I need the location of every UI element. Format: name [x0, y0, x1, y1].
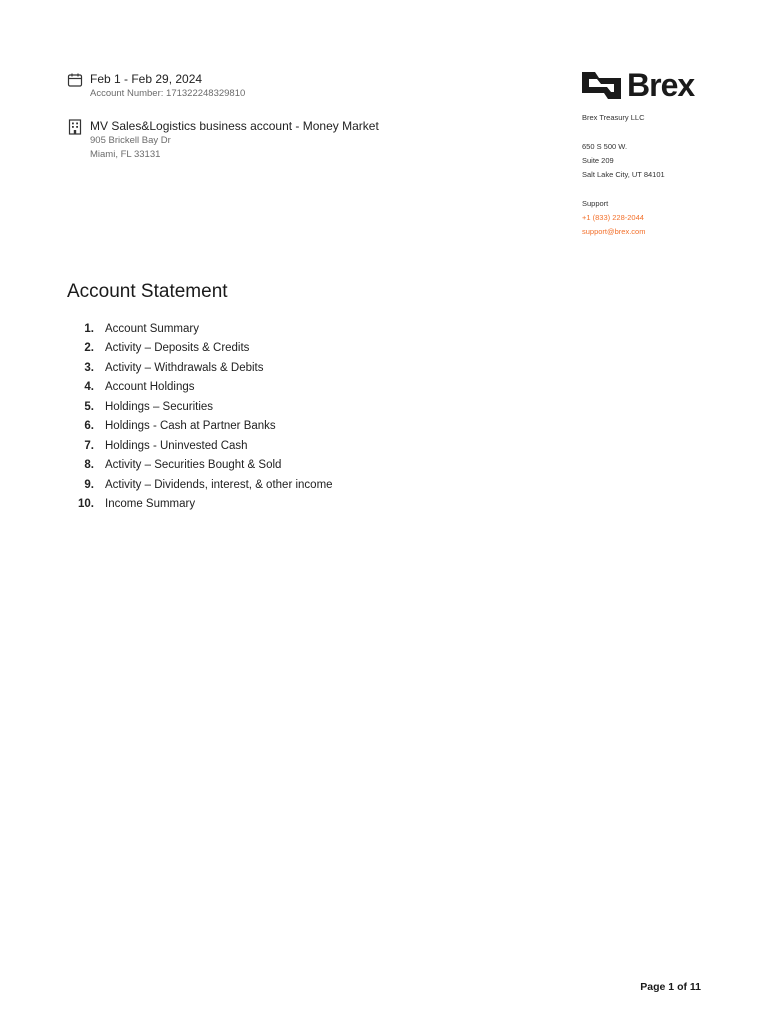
- company-contact: [582, 111, 732, 239]
- toc-item-number: 5.: [84, 400, 94, 413]
- statement-dates: Feb 1 - Feb 29, 2024: [90, 72, 203, 86]
- toc-item[interactable]: [67, 417, 333, 437]
- toc-item-number: 3.: [84, 361, 94, 374]
- company-address-line2: Suite 209: [582, 156, 614, 165]
- toc-item-number: 4.: [84, 381, 94, 394]
- brex-logo-icon: [582, 69, 622, 101]
- support-phone-link[interactable]: +1 (833) 228-2044: [582, 213, 644, 222]
- account-address-line2: Miami, FL 33131: [90, 149, 161, 160]
- toc-item[interactable]: [67, 475, 333, 495]
- toc-item-label: Activity – Deposits & Credits: [105, 342, 250, 355]
- toc-item-label: Holdings - Cash at Partner Banks: [105, 420, 276, 433]
- support-label: Support: [582, 199, 609, 208]
- toc-item[interactable]: [67, 358, 333, 378]
- company-entity: Brex Treasury LLC: [582, 113, 645, 122]
- toc-item-label: Account Summary: [105, 322, 199, 335]
- toc-item[interactable]: [67, 397, 333, 417]
- toc-item-number: 8.: [84, 459, 94, 472]
- statement-title: Account Statement: [67, 281, 228, 302]
- toc-item-number: 6.: [84, 420, 94, 433]
- toc-item[interactable]: [67, 339, 333, 359]
- toc-item[interactable]: [67, 456, 333, 476]
- toc-item-number: 2.: [84, 342, 94, 355]
- table-of-contents: [67, 319, 333, 514]
- toc-item-number: 7.: [84, 439, 94, 452]
- toc-item-number: 9.: [84, 478, 94, 491]
- toc-item-label: Activity – Securities Bought & Sold: [105, 459, 282, 472]
- brex-logo: [582, 69, 694, 101]
- toc-item[interactable]: [67, 319, 333, 339]
- toc-item-label: Holdings - Uninvested Cash: [105, 439, 248, 452]
- building-icon: [67, 118, 83, 136]
- toc-item-number: 1.: [84, 322, 94, 335]
- toc-item[interactable]: [67, 378, 333, 398]
- brex-wordmark: Brex: [627, 67, 695, 103]
- company-address-line1: 650 S 500 W.: [582, 142, 628, 151]
- page-indicator: Page 1 of 11: [640, 981, 701, 993]
- toc-item-label: Income Summary: [105, 498, 196, 511]
- toc-item-label: Activity – Withdrawals & Debits: [105, 361, 264, 374]
- account-address-line1: 905 Brickell Bay Dr: [90, 135, 171, 146]
- toc-item-label: Activity – Dividends, interest, & other income: [105, 478, 333, 491]
- toc-item[interactable]: [67, 436, 333, 456]
- statement-period: [67, 71, 245, 101]
- toc-item-label: Holdings – Securities: [105, 400, 214, 413]
- account-name: MV Sales&Logistics business account - Money Market: [90, 119, 379, 133]
- toc-item-number: 10.: [78, 498, 94, 511]
- toc-item[interactable]: [67, 495, 333, 515]
- toc-item-label: Account Holdings: [105, 381, 195, 394]
- account-number: Account Number: 171322248329810: [90, 88, 246, 99]
- calendar-icon: [67, 71, 83, 89]
- support-email-link[interactable]: support@brex.com: [582, 227, 646, 236]
- company-address-line3: Salt Lake City, UT 84101: [582, 170, 665, 179]
- account-details: [67, 118, 379, 162]
